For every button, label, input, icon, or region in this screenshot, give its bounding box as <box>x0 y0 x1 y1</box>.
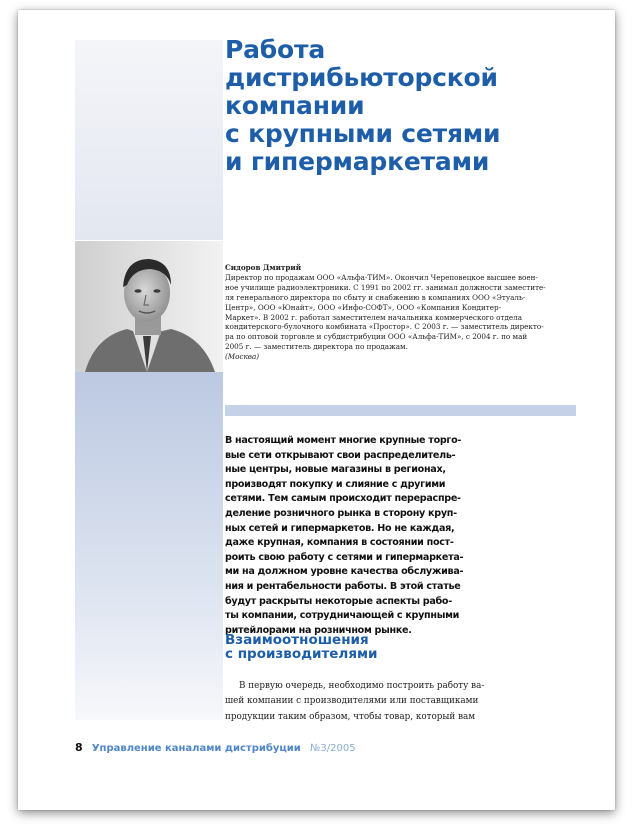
lead-line: деление розничного рынка в сторону круп- <box>225 507 457 519</box>
article-title-line: компании <box>225 91 365 120</box>
author-bio-line: Директор по продажам ООО «Альфа-ТИМ». Окончил Череповецкое высшее воен- <box>225 272 538 282</box>
journal-name: Управление каналами дистрибуции <box>91 743 301 754</box>
portrait-photo-icon <box>75 241 223 372</box>
author-bio-line: 2005 г. — заместитель директора по продажам. <box>225 342 408 352</box>
lead-line: ритейлорами на розничном рынке. <box>225 624 412 636</box>
page-number: 8 <box>75 741 83 754</box>
section-heading-line: с производителями <box>225 646 378 662</box>
author-city: (Москва) <box>225 352 260 362</box>
issue-number: №3/2005 <box>310 743 356 754</box>
lead-line: роить свою работу с сетями и гипермаркета- <box>225 551 464 563</box>
lead-line: ми на должном уровне качества обслужива- <box>225 566 464 578</box>
author-name: Сидоров Дмитрий <box>225 263 302 272</box>
author-photo <box>75 241 223 372</box>
body-line: шей компании с производителями или поставщиками <box>225 696 479 707</box>
lead-line: ты компании, сотрудничающей с крупными <box>225 610 460 622</box>
body-line: продукции таким образом, чтобы товар, который вам <box>225 711 476 722</box>
page-footer <box>75 741 356 754</box>
article-title <box>225 36 605 176</box>
author-bio-line: Маркет». В 2002 г. работал заместителем начальника коммерческого отдела <box>225 312 522 322</box>
author-bio-line: кондитерского-булочного комбината «Простор». С 2003 г. — заместитель директо- <box>225 322 544 332</box>
article-title-line: с крупными сетями <box>225 119 501 148</box>
section-heading-line: Взаимоотношения <box>225 632 369 648</box>
lead-line: вые сети открывают свои распределитель- <box>225 449 456 461</box>
lead-line: ния и рентабельности работы. В этой статье <box>225 580 461 592</box>
lead-line: ных сетей и гипермаркетов. Но не каждая, <box>225 522 455 534</box>
body-paragraph <box>225 679 515 725</box>
magazine-page <box>18 10 615 810</box>
lead-line: сетями. Тем самым происходит перераспре- <box>225 493 461 505</box>
author-bio-line: ра по оптовой торговле и субдистрибуции ООО «Альфа-ТИМ», с 2004 г. по май <box>225 332 528 342</box>
decorative-band-top <box>75 40 223 240</box>
lead-line: производят покупку и слияние с другими <box>225 478 446 490</box>
lead-line: даже крупная, компания в состоянии пост- <box>225 537 454 549</box>
body-line: В первую очередь, необходимо построить работу ва- <box>239 681 485 691</box>
article-title-line: Работа <box>225 35 325 64</box>
section-heading <box>225 633 377 661</box>
article-title-line: дистрибьюторской <box>225 63 498 92</box>
lead-line: ные центры, новые магазины в регионах, <box>225 464 446 476</box>
divider-bar <box>225 405 576 416</box>
decorative-band-bottom <box>75 372 223 720</box>
lead-line: будут раскрыты некоторые аспекты рабо- <box>225 595 452 607</box>
lead-paragraph <box>225 434 515 638</box>
author-bio-line: ля генерального директора по сбыту и снабжению в компаниях ООО «Этуаль- <box>225 292 526 302</box>
author-bio-line: Центр», ООО «Юнайт», ООО «Инфо-СОФТ», ООО «Компания Кондитер- <box>225 302 501 312</box>
author-bio-line: ное училище радиоэлектроники. С 1991 по 2002 гг. занимал должности заместите- <box>225 282 546 292</box>
author-bio <box>225 263 575 362</box>
article-title-line: и гипермаркетами <box>225 147 490 176</box>
lead-line: В настоящий момент многие крупные торго- <box>225 435 462 446</box>
